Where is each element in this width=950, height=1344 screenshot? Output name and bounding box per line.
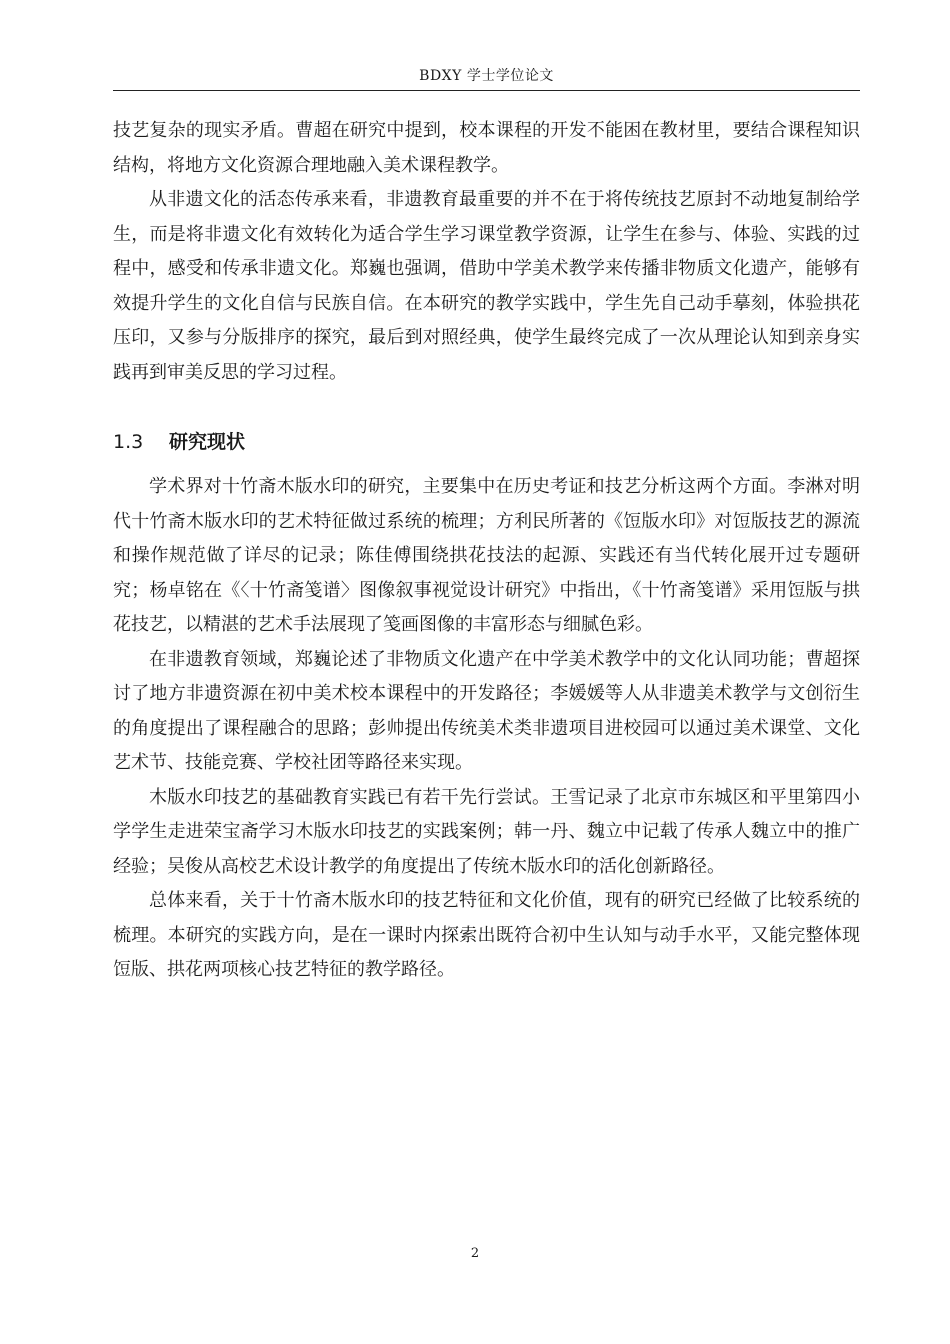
page-number: 2	[470, 1246, 480, 1261]
paragraph: 从非遗文化的活态传承来看，非遗教育最重要的并不在于将传统技艺原封不动地复制给学生，而是将非遗文化有效转化为适合学生学习课堂教学资源，让学生在参与、体验、实践的过程中，感受和传承非遗文化。郑巍也强调，借助中学美术教学来传播非物质文化遗产，能够有效提升学生的文化自信与民族自信。在本研究的教学实践中，学生先自己动手摹刻，体验拱花压印，又参与分版排序的探究，最后到对照经典，使学生最终完成了一次从理论认知到亲身实践再到审美反思的学习过程。	[113, 189, 860, 383]
running-header: BDXY 学士学位论文	[419, 68, 554, 84]
header-divider	[113, 90, 860, 91]
paragraph: 在非遗教育领域，郑巍论述了非物质文化遗产在中学美术教学中的文化认同功能；曹超探讨了地方非遗资源在初中美术校本课程中的开发路径；李媛媛等人从非遗美术教学与文创衍生的角度提出了课程融合的思路；彭帅提出传统美术类非遗项目进校园可以通过美术课堂、文化艺术节、技能竞赛、学校社团等路径来实现。	[113, 648, 860, 773]
paragraph: 木版水印技艺的基础教育实践已有若干先行尝试。王雪记录了北京市东城区和平里第四小学学生走进荣宝斋学习木版水印技艺的实践案例；韩一丹、魏立中记载了传承人魏立中的推广经验；吴俊从高校艺术设计教学的角度提出了传统木版水印的活化创新路径。	[113, 786, 860, 877]
section-heading	[113, 428, 860, 456]
body-text	[113, 114, 860, 988]
paragraph: 技艺复杂的现实矛盾。曹超在研究中提到，校本课程的开发不能困在教材里，要结合课程知识结构，将地方文化资源合理地融入美术课程教学。	[113, 120, 860, 176]
paragraph: 学术界对十竹斋木版水印的研究，主要集中在历史考证和技艺分析这两个方面。李淋对明代十竹斋木版水印的艺术特征做过系统的梳理；方利民所著的《饾版水印》对饾版技艺的源流和操作规范做了详尽的记录；陈佳傅围绕拱花技法的起源、实践还有当代转化展开过专题研究；杨卓铭在《〈十竹斋笺谱〉图像叙事视觉设计研究》中指出，《十竹斋笺谱》采用饾版与拱花技艺，以精湛的艺术手法展现了笺画图像的丰富形态与细腻色彩。	[113, 476, 860, 635]
paragraph: 总体来看，关于十竹斋木版水印的技艺特征和文化价值，现有的研究已经做了比较系统的梳理。本研究的实践方向，是在一课时内探索出既符合初中生认知与动手水平，又能完整体现饾版、拱花两项核心技艺特征的教学路径。	[113, 890, 860, 980]
section-number: 1.3	[113, 431, 144, 453]
section-title: 研究现状	[169, 431, 246, 453]
